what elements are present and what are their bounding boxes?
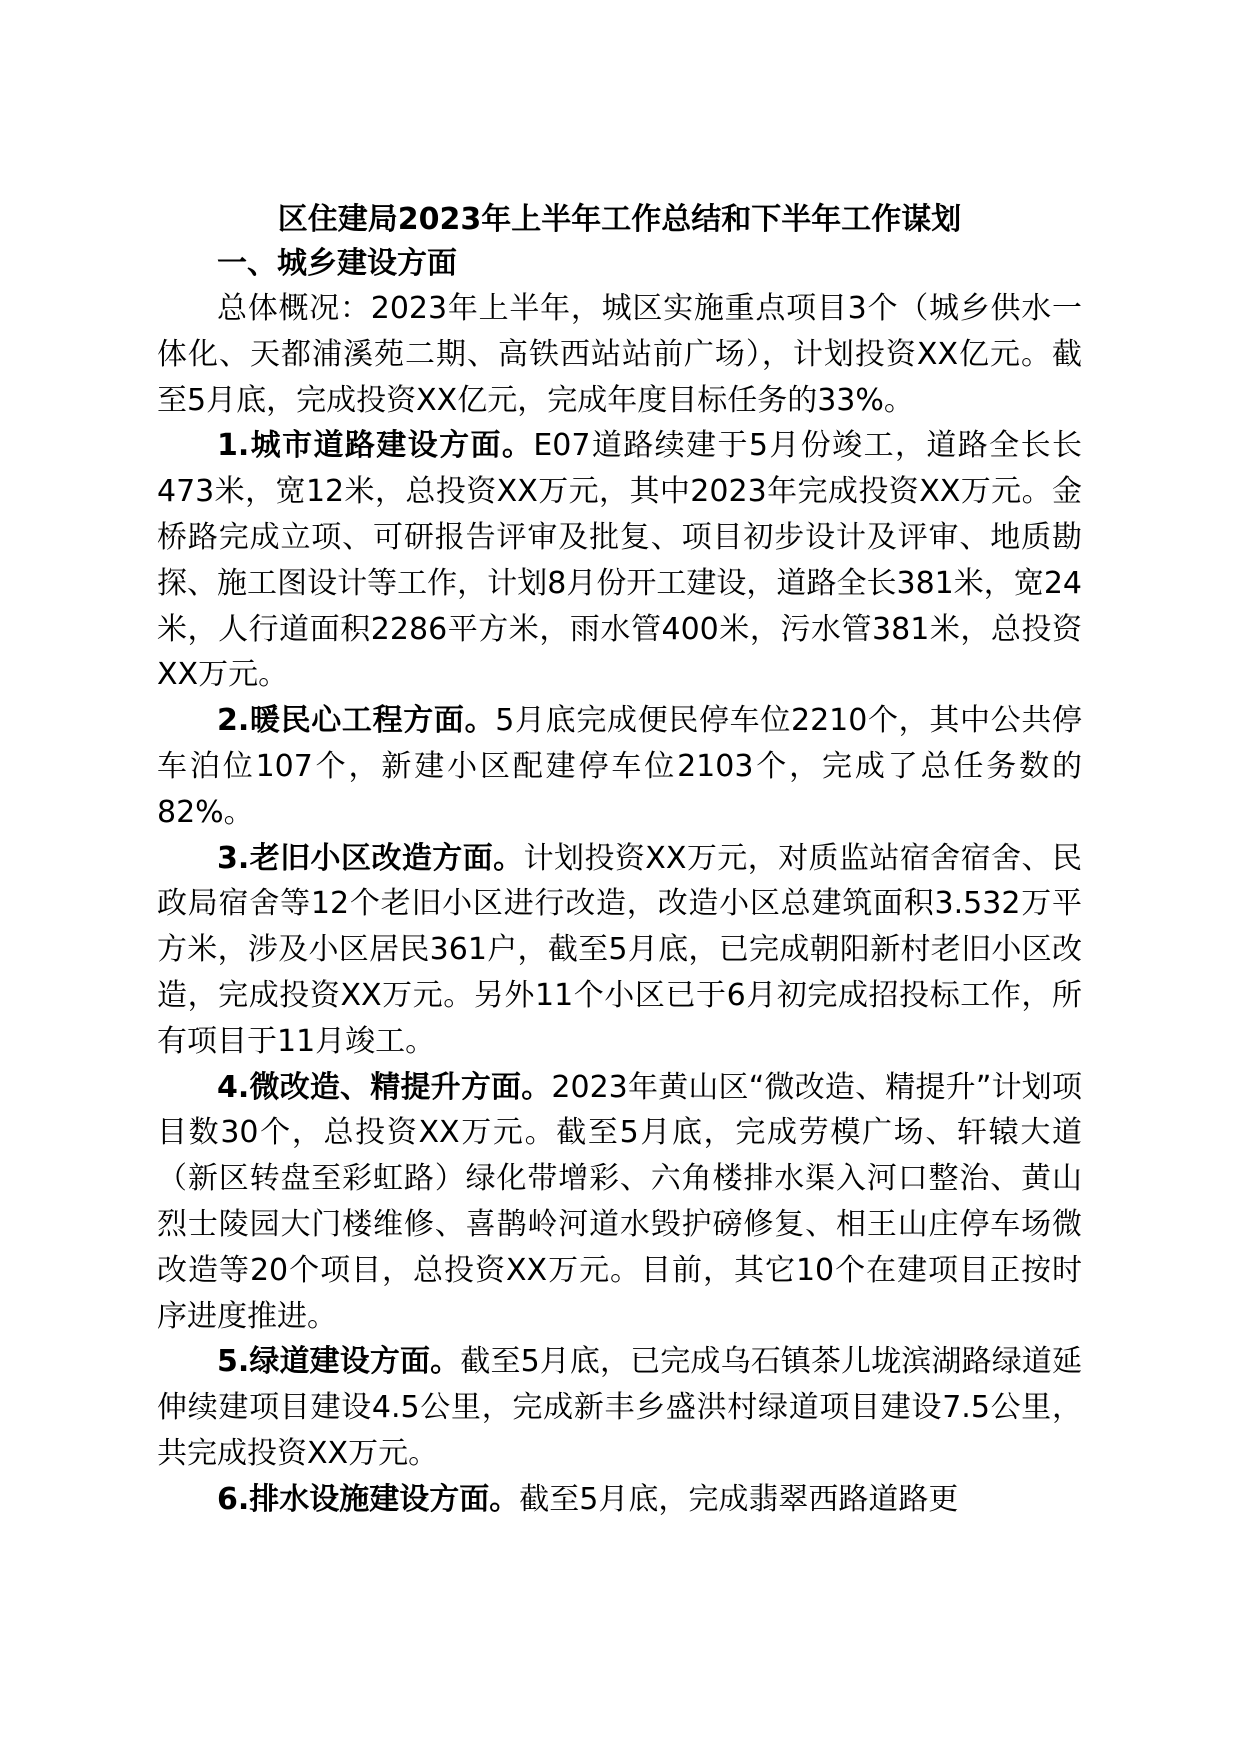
- item-body: 5月底完成便民停车位2210个，其中公共停车泊位107个，新建小区配建停车位2103个，完成了总任务数的82%。: [157, 703, 1082, 830]
- section-heading: 一、城乡建设方面: [217, 246, 457, 281]
- item-heading: 6.排水设施建设方面。: [217, 1481, 520, 1517]
- item-body: 计划投资XX万元，对质监站宿舍宿舍、民政局宿舍等12个老旧小区进行改造，改造小区总建筑面积3.532万平方米，涉及小区居民361户，截至5月底，已完成朝阳新村老旧小区改造，完成投资XX万元。另外11个小区已于6月初完成招投标工作，所有项目于11月竣工。: [157, 840, 1082, 1059]
- item-paragraph-warm-heart: [157, 698, 1082, 835]
- item-paragraph-micro-renovation: [157, 1065, 1082, 1340]
- item-paragraph-greenway: [157, 1339, 1082, 1476]
- item-body: 截至5月底，已完成乌石镇茶儿垅滨湖路绿道延伸续建项目建设4.5公里，完成新丰乡盛洪村绿道项目建设7.5公里，共完成投资XX万元。: [157, 1344, 1082, 1471]
- item-paragraph-drainage: [157, 1477, 1082, 1523]
- item-paragraph-road: [157, 423, 1082, 698]
- document-title: 区住建局2023年上半年工作总结和下半年工作谋划: [277, 202, 962, 237]
- item-paragraph-old-community: [157, 836, 1082, 1065]
- document-page: [157, 198, 1082, 1523]
- item-heading: 4.微改造、精提升方面。: [217, 1069, 552, 1105]
- item-heading: 5.绿道建设方面。: [217, 1344, 461, 1380]
- item-heading: 2.暖民心工程方面。: [217, 703, 496, 739]
- overview-paragraph: 总体概况：2023年上半年，城区实施重点项目3个（城乡供水一体化、天都浦溪苑二期、高铁西站站前广场），计划投资XX亿元。截至5月底，完成投资XX亿元，完成年度目标任务的33%。: [157, 291, 1082, 418]
- item-body: E07道路续建于5月份竣工，道路全长长473米，宽12米，总投资XX万元，其中2023年完成投资XX万元。金桥路完成立项、可研报告评审及批复、项目初步设计及评审、地质勘探、施工图设计等工作，计划8月份开工建设，道路全长381米，宽24米，人行道面积2286平方米，雨水管400米，污水管381米，总投资XX万元。: [157, 428, 1082, 693]
- item-heading: 3.老旧小区改造方面。: [217, 840, 524, 876]
- item-heading: 1.城市道路建设方面。: [217, 428, 534, 464]
- item-body: 截至5月底，完成翡翠西路道路更: [519, 1481, 959, 1517]
- item-body: 2023年黄山区“微改造、精提升”计划项目数30个，总投资XX万元。截至5月底，完成劳模广场、轩辕大道（新区转盘至彩虹路）绿化带增彩、六角楼排水渠入河口整治、黄山烈士陵园大门楼维修、喜鹊岭河道水毁护磅修复、相王山庄停车场微改造等20个项目，总投资XX万元。目前，其它10个在建项目正按时序进度推进。: [157, 1069, 1082, 1334]
